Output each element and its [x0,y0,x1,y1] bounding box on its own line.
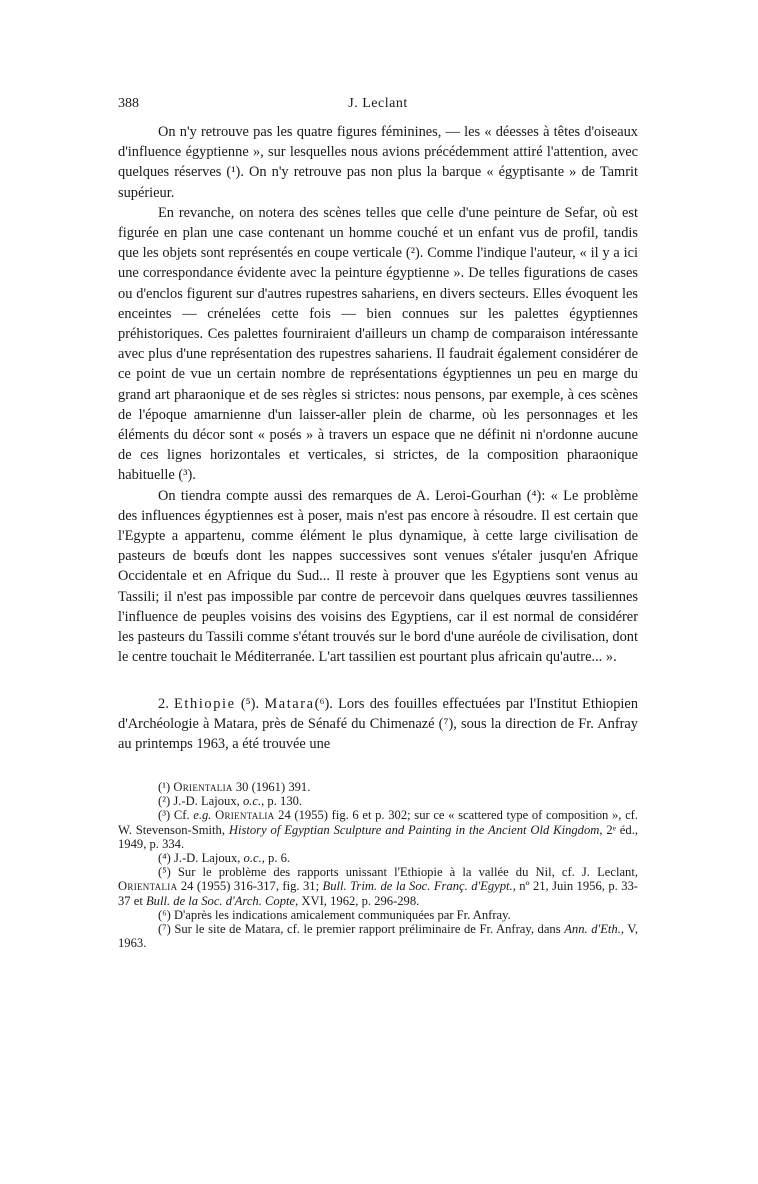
footnote-text: , V, 1963. [118,922,638,951]
footnote-text: Cf. [173,808,194,823]
footnote-7 [118,922,638,950]
section-heading-note: (⁵). [240,696,260,712]
paragraph-3: On tiendra compte aussi des remarques de A. Leroi-Gourhan (⁴): « Le problème des influences égyptiennes est à poser, mais n'est pas encore à résoudre. Il est certain que l'Egypte a appartenu, comme élément le plus dynamique, à cette large civilisation de pasteurs de bœufs dont les nappes successives sont venues s'étaler jusqu'en Afrique Occidentale et en Afrique du Sud... Il reste à prouver que les Egyptiens sont venus au Tassili; il n'est pas impossible par contre de percevoir dans quelques œuvres tassiliennes l'influence de peuples voisins des voisins des Egyptiens, car il est normal de considérer les pasteurs du Tassili comme s'étant trouvés sur le bord d'une auréole de civilisation, dont le centre touchait le Méditerranée. L'art tassilien est pourtant plus africain qu'autre... ». [118,487,638,666]
page-number: 388 [118,96,139,111]
footnote-text: o.c. [243,851,262,866]
footnote-2 [118,794,638,808]
footnote-1 [118,780,638,794]
paragraph-1: On n'y retrouve pas les quatre figures féminines, — les « déesses à têtes d'oiseaux d'influence égyptienne », sur lesquelles nous avions précédemment attiré l'attention, avec quelques réserves (¹). On n'y retrouve pas non plus la barque « égyptisante » de Tamrit supérieur. [118,124,638,201]
footnote-text: Sur le problème des rapports unissant l'Ethiopie à la vallée du Nil, cf. J. Leclant, [177,865,638,880]
section-number: 2. [158,696,169,712]
footnote-text: , nº 21, Juin 1956, p. 33-37 et [118,879,639,908]
paragraph-2: En revanche, on notera des scènes telles que celle d'une peinture de Sefar, où est figurée en plan une case contenant un homme couché et un enfant vus de profil, tandis que les objets sont représentés en coupe verticale (²). Comme l'indique l'auteur, « il y a ici une correspondance évidente avec la peinture égyptienne ». De telles figurations de cases ou d'enclos figurent sur d'autres rupestres sahariens, en divers secteurs. Elles évoquent les enceintes — crénelées cette fois — bien connues sur les palettes égyptiennes préhistoriques. Ces palettes fourniraient d'ailleurs un champ de comparaison intéressante avec plus d'une représentation des rupestres sahariens. Il faudrait également considérer de ce point de vue un certain nombre de représentations égyptiennes un peu en marge du grand art pharaonique et de ses règles si strictes: nous pensons, par exemple, à ces scènes de l'époque amarnienne d'un laisser-aller plein de charme, où les personnages et les éléments du décor sont « posés » à travers un espace que ne définit ni n'ordonne aucune de ces lignes horizontales et verticales, si strictes, de la composition pharaonique habituelle (³). [118,204,638,484]
footnote-marker: (²) [158,794,171,809]
footnote-text: , p. 6. [261,851,291,866]
footnote-3 [118,808,638,851]
footnote-marker: (⁵) [158,865,171,880]
footnote-marker: (⁴) [158,851,171,866]
footnote-text: Orientalia [118,879,178,894]
footnote-text: Bull. de la Soc. d'Arch. Copte [145,893,296,908]
footnote-text: 24 (1955) fig. 6 et p. 302; sur ce « scattered type of composition », cf. W. Stevenson-Smith, [118,808,639,837]
footnote-text: 30 (1961) 391. [232,780,311,794]
footnote-4 [118,851,638,865]
footnote-5 [118,865,638,908]
footnote-text: History of Egyptian Sculpture and Painting in the Ancient Old Kingdom [228,822,600,837]
footnote-marker: (³) [158,808,171,823]
section-place-note: (⁶). [314,696,333,712]
footnote-text: , 2ᵉ éd., 1949, p. 334. [118,822,638,851]
footnote-text: , p. 130. [261,794,303,809]
footnote-text: 24 (1955) 316-317, fig. 31; [177,879,323,894]
footnote-text: Bull. Trim. de la Soc. Franç. d'Egypt. [322,879,513,894]
section-text: Lors des fouilles effectuées par l'Institut Ethiopien d'Archéologie à Matara, près de Sénafé du Chimenazé (⁷), sous la direction de Fr. Anfray au printemps 1963, a été trouvée une [118,696,639,753]
footnote-marker: (⁷) [158,922,171,937]
footnote-text: , XVI, 1962, p. 296-298. [295,893,420,908]
footnote-text: Orientalia [173,780,233,794]
body-text [118,122,638,667]
footnote-marker: (¹) [158,780,171,794]
footnotes [118,780,638,950]
footnote-text: Orientalia [215,808,275,823]
footnote-text: Sur le site de Matara, cf. le premier rapport préliminaire de Fr. Anfray, dans [174,922,565,937]
footnote-6 [118,908,638,922]
footnote-marker: (⁶) [158,907,171,922]
running-head: J. Leclant [348,96,408,111]
footnote-text: J.-D. Lajoux, [173,851,244,866]
footnote-text: Ann. d'Eth. [564,922,621,937]
footnote-text: D'après les indications amicalement communiquées par Fr. Anfray. [173,907,511,922]
section-ethiopie [118,694,638,755]
footnote-text: o.c. [242,794,262,809]
section-place: Matara [264,696,315,712]
footnote-text: J.-D. Lajoux, [173,794,243,809]
section-heading: Ethiopie [174,696,236,712]
page-header [118,96,638,116]
footnote-text: e.g. [193,808,212,823]
